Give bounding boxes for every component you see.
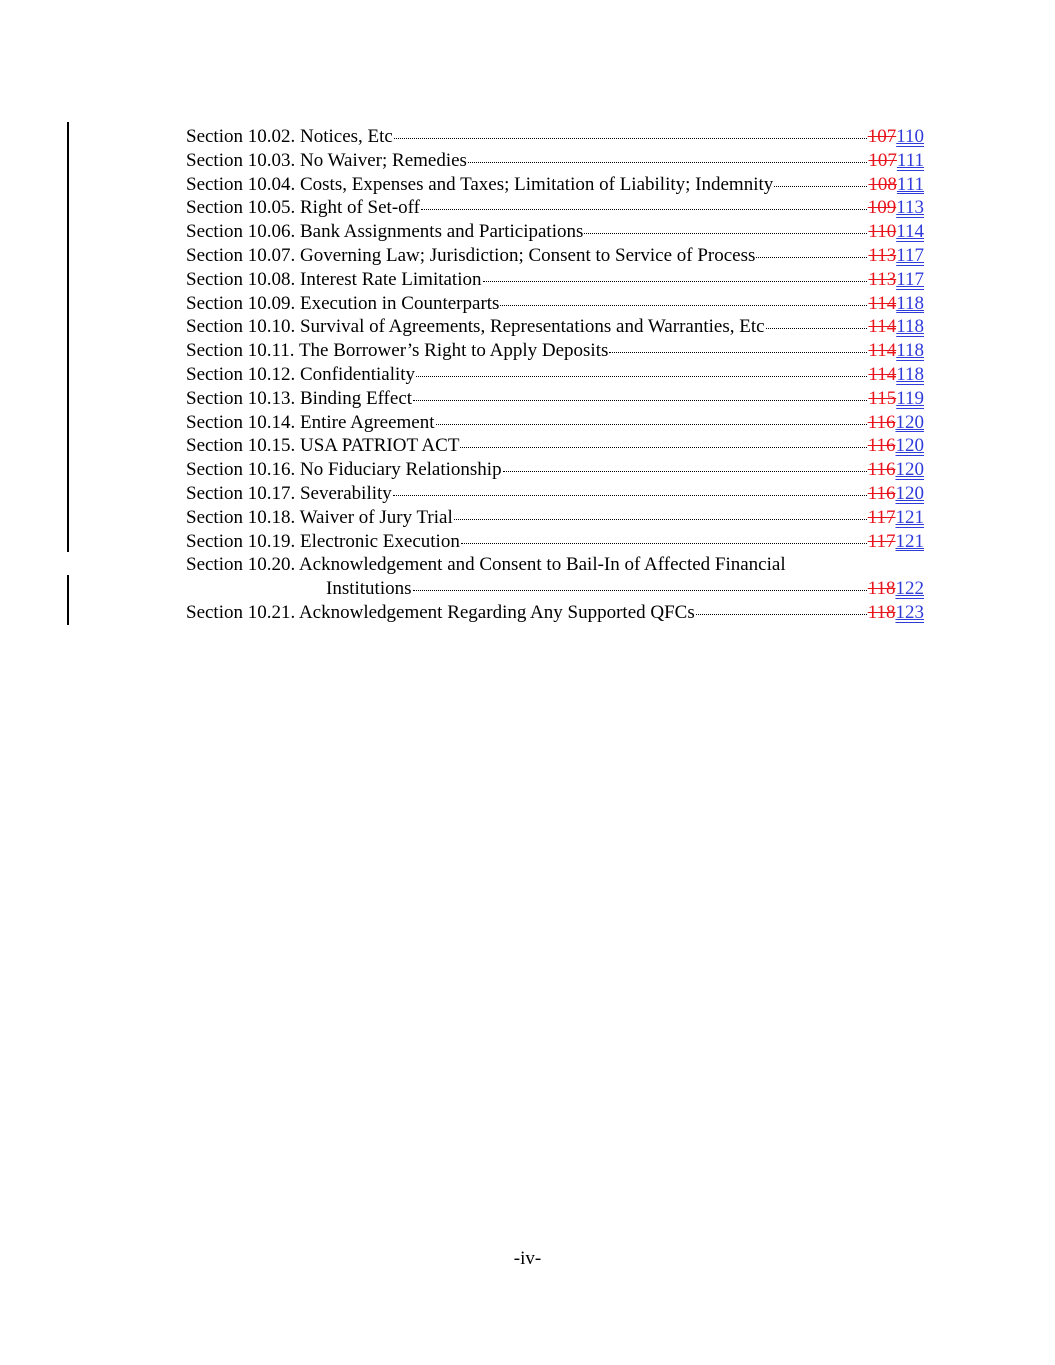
toc-entry[interactable] <box>186 173 924 197</box>
dot-leader <box>393 495 867 496</box>
toc-entry-label: Section 10.08. Interest Rate Limitation <box>186 268 482 290</box>
toc-entry-label: Section 10.20. Acknowledgement and Consent to Bail-In of Affected Financial <box>186 554 786 576</box>
toc-entry[interactable] <box>186 458 924 482</box>
toc-entry[interactable] <box>186 363 924 387</box>
deleted-page-number: 116 <box>867 411 896 433</box>
dot-leader <box>766 328 868 329</box>
deleted-page-number: 114 <box>868 340 897 362</box>
dot-leader <box>468 162 867 163</box>
inserted-page-number-link[interactable]: 120 <box>895 435 924 457</box>
toc-entry[interactable] <box>186 411 924 435</box>
inserted-page-number-link[interactable]: 111 <box>896 173 924 195</box>
dot-leader <box>584 233 867 234</box>
inserted-page-number-link[interactable]: 120 <box>895 482 924 504</box>
toc-entry-label: Section 10.13. Binding Effect <box>186 387 413 409</box>
inserted-page-number-link[interactable]: 117 <box>896 268 924 290</box>
deleted-page-number: 113 <box>868 244 897 266</box>
toc-entry[interactable] <box>186 506 924 530</box>
deleted-page-number: 114 <box>868 316 897 338</box>
toc-entry[interactable] <box>186 268 924 292</box>
deleted-page-number: 107 <box>868 149 897 171</box>
dot-leader <box>394 138 867 139</box>
deleted-page-number: 114 <box>868 363 897 385</box>
deleted-page-number: 113 <box>868 268 897 290</box>
toc-entry[interactable] <box>186 434 924 458</box>
toc-entry-label: Section 10.10. Survival of Agreements, Representations and Warranties, Etc <box>186 316 765 338</box>
inserted-page-number-link[interactable]: 119 <box>896 387 924 409</box>
dot-leader <box>436 424 867 425</box>
inserted-page-number-link[interactable]: 111 <box>896 149 924 171</box>
inserted-page-number-link[interactable]: 120 <box>895 411 924 433</box>
toc-entry-label: Section 10.15. USA PATRIOT ACT <box>186 435 460 457</box>
deleted-page-number: 107 <box>867 126 897 147</box>
toc-entry[interactable] <box>186 196 924 220</box>
revision-change-bar <box>67 575 69 625</box>
deleted-page-number: 117 <box>867 530 896 552</box>
toc-entry-label: Institutions <box>326 578 412 600</box>
toc-entry[interactable] <box>186 220 924 244</box>
deleted-page-number: 116 <box>867 459 896 481</box>
deleted-page-number: 116 <box>867 435 896 457</box>
toc-entry[interactable] <box>186 387 924 411</box>
inserted-page-number-link[interactable]: 117 <box>896 244 924 266</box>
inserted-page-number-link[interactable]: 118 <box>896 363 924 385</box>
toc-entry-label: Section 10.17. Severability <box>186 482 392 504</box>
inserted-page-number-link[interactable]: 121 <box>895 506 924 528</box>
inserted-page-number-link[interactable]: 123 <box>895 601 924 623</box>
toc-entry-label: Section 10.21. Acknowledgement Regarding Any Supported QFCs <box>186 601 695 623</box>
toc-entry[interactable] <box>186 315 924 339</box>
inserted-page-number-link[interactable]: 122 <box>895 578 924 600</box>
toc-entry[interactable] <box>186 482 924 506</box>
toc-entry-label: Section 10.02. Notices, Etc <box>186 126 393 147</box>
dot-leader <box>483 281 868 282</box>
deleted-page-number: 108 <box>868 173 897 195</box>
dot-leader <box>461 543 867 544</box>
deleted-page-number: 110 <box>868 221 897 243</box>
dot-leader <box>774 186 867 187</box>
toc-entry[interactable] <box>186 244 924 268</box>
toc-entry-label: Section 10.16. No Fiduciary Relationship <box>186 459 502 481</box>
toc-entry-label: Section 10.07. Governing Law; Jurisdiction; Consent to Service of Process <box>186 244 756 266</box>
toc-entry-label: Section 10.12. Confidentiality <box>186 363 416 385</box>
deleted-page-number: 115 <box>868 387 897 409</box>
dot-leader <box>756 257 867 258</box>
toc-entry-label: Section 10.06. Bank Assignments and Participations <box>186 221 584 243</box>
inserted-page-number-link[interactable]: 113 <box>896 197 924 219</box>
inserted-page-number-link[interactable]: 120 <box>895 459 924 481</box>
inserted-page-number-link[interactable]: 118 <box>896 316 924 338</box>
toc-entry[interactable] <box>186 292 924 316</box>
toc-entry-label: Section 10.19. Electronic Execution <box>186 530 460 552</box>
revision-change-bar <box>67 122 69 552</box>
toc-entry-10-21[interactable] <box>186 601 924 625</box>
toc-entry[interactable] <box>186 125 924 149</box>
dot-leader <box>413 400 867 401</box>
toc-entry-label: Section 10.03. No Waiver; Remedies <box>186 149 467 171</box>
deleted-page-number: 117 <box>867 506 896 528</box>
toc-entry[interactable] <box>186 149 924 173</box>
toc-entry-label: Section 10.04. Costs, Expenses and Taxes; Limitation of Liability; Indemnity <box>186 173 774 195</box>
inserted-page-number-link[interactable]: 110 <box>896 126 924 147</box>
dot-leader <box>503 471 867 472</box>
dot-leader <box>413 590 867 591</box>
table-of-contents <box>186 125 924 625</box>
dot-leader <box>609 352 867 353</box>
toc-entry-label: Section 10.11. The Borrower’s Right to Apply Deposits <box>186 340 609 362</box>
dot-leader <box>421 209 867 210</box>
deleted-page-number: 116 <box>867 482 896 504</box>
toc-entry-label: Section 10.14. Entire Agreement <box>186 411 435 433</box>
dot-leader <box>454 519 867 520</box>
deleted-page-number: 118 <box>867 578 896 600</box>
page-number: -iv- <box>513 1248 542 1269</box>
dot-leader <box>460 447 866 448</box>
inserted-page-number-link[interactable]: 121 <box>895 530 924 552</box>
deleted-page-number: 109 <box>867 197 897 219</box>
dot-leader <box>416 376 867 377</box>
toc-entry-10-20[interactable] <box>186 553 924 601</box>
toc-entry-label: Section 10.18. Waiver of Jury Trial <box>186 506 453 528</box>
toc-entry[interactable] <box>186 339 924 363</box>
inserted-page-number-link[interactable]: 118 <box>896 340 924 362</box>
inserted-page-number-link[interactable]: 114 <box>896 221 924 243</box>
toc-entry[interactable] <box>186 530 924 554</box>
dot-leader <box>500 305 867 306</box>
deleted-page-number: 114 <box>868 292 897 314</box>
toc-entry-label: Section 10.05. Right of Set-off <box>186 197 420 219</box>
toc-entry-label: Section 10.09. Execution in Counterparts <box>186 292 500 314</box>
dot-leader <box>696 614 867 615</box>
inserted-page-number-link[interactable]: 118 <box>896 292 924 314</box>
deleted-page-number: 118 <box>867 601 896 623</box>
